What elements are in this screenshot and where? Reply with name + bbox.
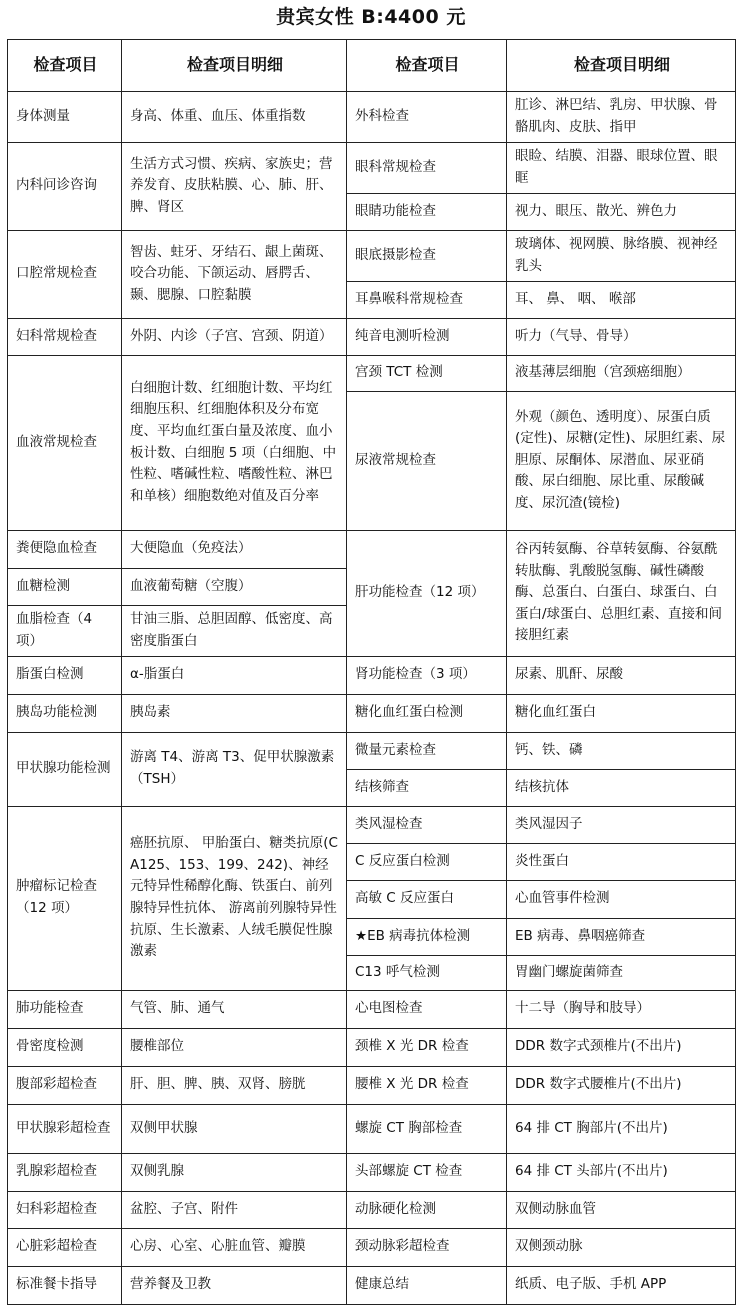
left-item-cell-text: 乳腺彩超检查 xyxy=(16,1163,97,1180)
right-item-cell xyxy=(346,230,506,281)
right-detail-cell xyxy=(506,769,735,806)
header-cell xyxy=(506,39,735,91)
right-item-cell-text: ★EB 病毒抗体检测 xyxy=(355,927,471,944)
left-detail-cell xyxy=(121,530,346,568)
left-item-cell-text: 腹部彩超检查 xyxy=(16,1076,97,1093)
left-item-cell-text: 心脏彩超检查 xyxy=(16,1238,97,1255)
left-item-cell-text: 甲状腺彩超检查 xyxy=(16,1119,111,1136)
left-detail-cell-text: 游离 T4、游离 T3、促甲状腺激素（TSH） xyxy=(130,749,335,787)
right-item-cell-text: 眼底摄影检查 xyxy=(355,246,436,263)
right-detail-cell-text: 胃幽门螺旋菌筛查 xyxy=(515,963,623,980)
table-hline xyxy=(346,281,736,282)
table-hline xyxy=(7,91,346,92)
right-item-cell xyxy=(346,656,506,694)
left-detail-cell xyxy=(121,605,346,656)
table-hline xyxy=(7,605,346,606)
table-hline xyxy=(7,1266,346,1267)
left-item-cell-text: 血糖检测 xyxy=(16,577,70,594)
right-detail-cell xyxy=(506,880,735,918)
table-hline xyxy=(346,955,736,956)
right-item-cell xyxy=(346,355,506,391)
left-item-cell-text: 粪便隐血检查 xyxy=(16,540,97,557)
right-item-cell xyxy=(346,694,506,732)
table-hline xyxy=(7,990,346,991)
header-cell-text: 检查项目 xyxy=(33,55,98,75)
right-detail-cell-text: 肛诊、淋巴结、乳房、甲状腺、骨骼肌肉、皮肤、指甲 xyxy=(515,96,718,135)
left-detail-cell-text: 癌胚抗原、 甲胎蛋白、糖类抗原(CA125、153、199、242)、神经元特异性稀醇化酶、铁蛋白、前列腺特异性抗体、 游离前列腺特异性抗原、生长激素、人绒毛膜促性腺激素 xyxy=(130,835,338,960)
right-item-cell-text: 结核筛查 xyxy=(355,778,409,795)
table-hline xyxy=(7,732,346,733)
right-item-cell-text: 动脉硬化检测 xyxy=(355,1200,436,1217)
table-hline xyxy=(7,1228,346,1229)
left-detail-cell xyxy=(121,990,346,1028)
table-hline xyxy=(7,530,346,531)
left-detail-cell xyxy=(121,355,346,530)
right-detail-cell-text: 玻璃体、视网膜、脉络膜、视神经乳头 xyxy=(515,235,718,274)
left-detail-cell-text: 肝、胆、脾、胰、双肾、膀胱 xyxy=(130,1076,306,1093)
left-item-cell xyxy=(7,1153,121,1191)
left-detail-cell xyxy=(121,568,346,605)
right-item-cell xyxy=(346,1191,506,1228)
left-detail-cell-text: α-脂蛋白 xyxy=(130,666,185,683)
right-detail-cell-text: 结核抗体 xyxy=(515,778,569,795)
right-detail-cell xyxy=(506,530,735,656)
right-detail-cell xyxy=(506,355,735,391)
left-detail-cell-text: 大便隐血（免疫法） xyxy=(130,540,252,557)
right-detail-cell-text: 液基薄层细胞（宫颈癌细胞） xyxy=(515,364,691,381)
left-item-cell xyxy=(7,656,121,694)
right-item-cell xyxy=(346,955,506,990)
right-item-cell-text: 心电图检查 xyxy=(355,1000,423,1017)
table-hline xyxy=(7,1153,346,1154)
left-item-cell xyxy=(7,1191,121,1228)
table-hline xyxy=(346,843,736,844)
table-hline xyxy=(346,91,736,92)
right-detail-cell xyxy=(506,843,735,880)
left-detail-cell-text: 双侧乳腺 xyxy=(130,1163,184,1180)
right-detail-cell xyxy=(506,656,735,694)
header-cell xyxy=(346,39,506,91)
right-detail-cell-text: 外观（颜色、透明度）、尿蛋白质(定性)、尿糖(定性)、尿胆红素、尿胆原、尿酮体、尿潜血、尿亚硝酸、尿白细胞、尿比重、尿酸碱度、尿沉渣(镜检) xyxy=(515,408,726,511)
left-detail-cell-text: 白细胞计数、红细胞计数、平均红细胞压积、红细胞体积及分布宽度、平均血红蛋白量及浓度、血小板计数、白细胞 5 项（白细胞、中性粒、嗜碱性粒、嗜酸性粒、淋巴和单核）细胞数绝对值及百分率 xyxy=(130,379,337,504)
right-detail-cell-text: 眼睑、结膜、泪器、眼球位置、眼眶 xyxy=(515,147,718,186)
right-detail-cell-text: 纸质、电子版、手机 APP xyxy=(515,1276,667,1293)
right-detail-cell-text: DDR 数字式腰椎片(不出片) xyxy=(515,1076,682,1093)
left-item-cell-text: 胰岛功能检测 xyxy=(16,704,97,721)
right-detail-cell xyxy=(506,91,735,142)
right-detail-cell-text: 64 排 CT 头部片(不出片) xyxy=(515,1163,668,1180)
page-title: 贵宾女性 B:4400 元 xyxy=(276,6,466,28)
right-item-cell-text: C13 呼气检测 xyxy=(355,963,440,980)
table-hline xyxy=(346,656,736,657)
right-item-cell-text: 宫颈 TCT 检测 xyxy=(355,364,443,381)
right-item-cell xyxy=(346,1104,506,1153)
right-detail-cell xyxy=(506,955,735,990)
right-detail-cell xyxy=(506,281,735,318)
left-item-cell xyxy=(7,318,121,355)
left-detail-cell-text: 盆腔、子宫、附件 xyxy=(130,1200,238,1217)
right-item-cell-text: 糖化血红蛋白检测 xyxy=(355,704,463,721)
header-cell-text: 检查项目 xyxy=(395,55,460,75)
table-hline xyxy=(346,391,736,392)
right-detail-cell xyxy=(506,990,735,1028)
table-hline xyxy=(7,1304,346,1305)
right-item-cell xyxy=(346,391,506,530)
right-item-cell xyxy=(346,91,506,142)
right-item-cell xyxy=(346,1028,506,1066)
table-hline xyxy=(346,1304,736,1305)
right-item-cell-text: 颈椎 X 光 DR 检查 xyxy=(355,1038,469,1055)
table-hline xyxy=(346,694,736,695)
right-detail-cell-text: 耳、 鼻、 咽、 喉部 xyxy=(515,290,636,307)
right-detail-cell-text: 炎性蛋白 xyxy=(515,852,569,869)
left-item-cell-text: 身体测量 xyxy=(16,107,70,124)
right-detail-cell-text: 糖化血红蛋白 xyxy=(515,704,596,721)
table-vline xyxy=(121,39,122,1304)
left-item-cell xyxy=(7,568,121,605)
right-item-cell xyxy=(346,318,506,355)
right-detail-cell-text: DDR 数字式颈椎片(不出片) xyxy=(515,1038,682,1055)
left-detail-cell xyxy=(121,1028,346,1066)
left-detail-cell xyxy=(121,91,346,142)
left-item-cell xyxy=(7,91,121,142)
left-item-cell xyxy=(7,142,121,230)
right-detail-cell-text: 谷丙转氨酶、谷草转氨酶、谷氨酰转肽酶、乳酸脱氢酶、碱性磷酸酶、总蛋白、白蛋白、球蛋白、白蛋白/球蛋白、总胆红素、直接和间接胆红素 xyxy=(515,541,723,644)
right-detail-cell-text: 十二导（胸导和肢导） xyxy=(515,1000,650,1017)
table-hline xyxy=(7,1104,346,1105)
left-detail-cell xyxy=(121,806,346,990)
right-item-cell xyxy=(346,880,506,918)
left-item-cell-text: 肿瘤标记检查（12 项） xyxy=(16,878,97,916)
header-cell xyxy=(7,39,121,91)
right-item-cell-text: 高敏 C 反应蛋白 xyxy=(355,890,455,907)
left-item-cell xyxy=(7,530,121,568)
left-detail-cell-text: 外阴、内诊（子宫、宫颈、阴道） xyxy=(130,327,333,344)
right-item-cell-text: 微量元素检查 xyxy=(355,741,436,758)
right-detail-cell xyxy=(506,694,735,732)
left-detail-cell xyxy=(121,142,346,230)
right-item-cell-text: 眼睛功能检查 xyxy=(355,202,436,219)
right-item-cell xyxy=(346,281,506,318)
header-cell-text: 检查项目明细 xyxy=(186,55,283,75)
table-hline xyxy=(346,1028,736,1029)
left-item-cell-text: 骨密度检测 xyxy=(16,1038,84,1055)
table-hline xyxy=(346,918,736,919)
right-item-cell-text: 腰椎 X 光 DR 检查 xyxy=(355,1076,469,1093)
table-vline xyxy=(506,39,507,1304)
left-detail-cell xyxy=(121,1266,346,1304)
right-detail-cell-text: 双侧颈动脉 xyxy=(515,1238,583,1255)
header-cell-text: 检查项目明细 xyxy=(573,55,670,75)
right-item-cell-text: 耳鼻喉科常规检查 xyxy=(355,290,463,307)
table-hline xyxy=(346,990,736,991)
left-item-cell xyxy=(7,230,121,318)
right-detail-cell xyxy=(506,732,735,769)
table-vline xyxy=(7,39,8,1304)
table-hline xyxy=(7,694,346,695)
table-vline xyxy=(346,39,347,1304)
table-hline xyxy=(346,1104,736,1105)
right-detail-cell xyxy=(506,918,735,955)
right-detail-cell-text: EB 病毒、鼻咽癌筛查 xyxy=(515,927,646,944)
right-detail-cell-text: 视力、眼压、散光、辨色力 xyxy=(515,202,677,219)
left-detail-cell-text: 身高、体重、血压、体重指数 xyxy=(130,107,306,124)
table-hline xyxy=(7,1028,346,1029)
table-hline xyxy=(346,1066,736,1067)
left-detail-cell-text: 生活方式习惯、疾病、家族史；营养发育、皮肤粘膜、心、肺、肝、脾、肾区 xyxy=(130,155,333,215)
right-item-cell-text: 颈动脉彩超检查 xyxy=(355,1238,450,1255)
left-detail-cell xyxy=(121,656,346,694)
left-detail-cell-text: 腰椎部位 xyxy=(130,1038,184,1055)
table-hline xyxy=(346,769,736,770)
table-hline xyxy=(346,880,736,881)
right-detail-cell xyxy=(506,142,735,193)
left-item-cell-text: 内科问诊咨询 xyxy=(16,177,97,194)
left-item-cell xyxy=(7,1028,121,1066)
table-hline xyxy=(7,230,346,231)
right-detail-cell xyxy=(506,1266,735,1304)
table-hline xyxy=(7,806,346,807)
left-item-cell xyxy=(7,605,121,656)
right-detail-cell-text: 双侧动脉血管 xyxy=(515,1200,596,1217)
table-hline xyxy=(346,230,736,231)
right-detail-cell xyxy=(506,1104,735,1153)
right-detail-cell xyxy=(506,1191,735,1228)
table-hline xyxy=(7,1191,346,1192)
right-item-cell-text: 纯音电测听检测 xyxy=(355,327,450,344)
right-item-cell xyxy=(346,843,506,880)
left-item-cell-text: 口腔常规检查 xyxy=(16,265,97,282)
right-item-cell xyxy=(346,1266,506,1304)
right-detail-cell-text: 64 排 CT 胸部片(不出片) xyxy=(515,1119,668,1136)
table-hline xyxy=(346,530,736,531)
right-item-cell xyxy=(346,918,506,955)
table-hline xyxy=(7,656,346,657)
left-item-cell-text: 妇科常规检查 xyxy=(16,327,97,344)
right-detail-cell-text: 尿素、肌酐、尿酸 xyxy=(515,666,623,683)
right-detail-cell xyxy=(506,1066,735,1104)
right-item-cell-text: 螺旋 CT 胸部检查 xyxy=(355,1119,463,1136)
right-item-cell xyxy=(346,769,506,806)
table-hline xyxy=(346,318,736,319)
right-detail-cell-text: 心血管事件检测 xyxy=(515,890,610,907)
table-hline xyxy=(346,193,736,194)
right-item-cell-text: 健康总结 xyxy=(355,1276,409,1293)
right-item-cell-text: 眼科常规检查 xyxy=(355,158,436,175)
right-item-cell xyxy=(346,530,506,656)
left-item-cell xyxy=(7,1066,121,1104)
table-hline xyxy=(346,1228,736,1229)
right-item-cell-text: 肝功能检查（12 项） xyxy=(355,584,485,601)
left-detail-cell xyxy=(121,1104,346,1153)
left-item-cell xyxy=(7,1228,121,1266)
left-detail-cell xyxy=(121,1153,346,1191)
left-item-cell xyxy=(7,1266,121,1304)
right-item-cell xyxy=(346,1066,506,1104)
left-item-cell-text: 血液常规检查 xyxy=(16,433,97,450)
table-hline xyxy=(7,355,346,356)
right-item-cell-text: 尿液常规检查 xyxy=(355,451,436,468)
right-detail-cell xyxy=(506,230,735,281)
right-item-cell xyxy=(346,732,506,769)
right-detail-cell xyxy=(506,318,735,355)
left-detail-cell xyxy=(121,1066,346,1104)
right-item-cell xyxy=(346,1228,506,1266)
left-detail-cell xyxy=(121,318,346,355)
left-item-cell xyxy=(7,806,121,990)
left-item-cell xyxy=(7,355,121,530)
left-detail-cell xyxy=(121,732,346,806)
table-hline xyxy=(346,732,736,733)
left-item-cell xyxy=(7,694,121,732)
right-item-cell xyxy=(346,1153,506,1191)
table-hline xyxy=(346,355,736,356)
table-hline xyxy=(7,318,346,319)
table-hline xyxy=(346,142,736,143)
left-item-cell-text: 甲状腺功能检测 xyxy=(16,760,111,777)
right-item-cell xyxy=(346,806,506,843)
right-item-cell-text: 类风湿检查 xyxy=(355,815,423,832)
right-detail-cell xyxy=(506,806,735,843)
left-detail-cell-text: 血液葡萄糖（空腹） xyxy=(130,577,252,594)
table-vline xyxy=(735,39,736,1304)
left-item-cell-text: 血脂检查（4 项） xyxy=(16,610,93,649)
right-detail-cell xyxy=(506,1228,735,1266)
right-detail-cell xyxy=(506,193,735,230)
table-hline xyxy=(346,1191,736,1192)
right-detail-cell xyxy=(506,1153,735,1191)
left-detail-cell xyxy=(121,1228,346,1266)
table-hline xyxy=(346,1153,736,1154)
left-item-cell-text: 标准餐卡指导 xyxy=(16,1276,97,1293)
table-hline xyxy=(7,39,736,40)
right-detail-cell-text: 类风湿因子 xyxy=(515,815,583,832)
left-detail-cell xyxy=(121,230,346,318)
right-detail-cell-text: 听力（气导、骨导） xyxy=(515,327,637,344)
left-item-cell xyxy=(7,1104,121,1153)
table-hline xyxy=(7,1066,346,1067)
table-hline xyxy=(346,1266,736,1267)
left-item-cell xyxy=(7,990,121,1028)
left-detail-cell-text: 营养餐及卫教 xyxy=(130,1276,211,1293)
right-item-cell xyxy=(346,142,506,193)
left-item-cell-text: 妇科彩超检查 xyxy=(16,1200,97,1217)
header-cell xyxy=(121,39,346,91)
table-hline xyxy=(346,806,736,807)
table-hline xyxy=(7,142,346,143)
left-item-cell-text: 脂蛋白检测 xyxy=(16,666,84,683)
left-detail-cell-text: 气管、肺、通气 xyxy=(130,1000,225,1017)
left-detail-cell-text: 双侧甲状腺 xyxy=(130,1119,198,1136)
left-item-cell-text: 肺功能检查 xyxy=(16,1000,84,1017)
right-detail-cell xyxy=(506,391,735,530)
left-detail-cell-text: 胰岛素 xyxy=(130,704,171,721)
left-detail-cell xyxy=(121,694,346,732)
right-item-cell xyxy=(346,193,506,230)
right-item-cell-text: 外科检查 xyxy=(355,107,409,124)
right-item-cell-text: 肾功能检查（3 项） xyxy=(355,666,476,683)
left-detail-cell xyxy=(121,1191,346,1228)
table-hline xyxy=(7,568,346,569)
left-detail-cell-text: 心房、心室、心脏血管、瓣膜 xyxy=(130,1238,306,1255)
left-detail-cell-text: 甘油三脂、总胆固醇、低密度、高密度脂蛋白 xyxy=(130,610,333,649)
right-detail-cell xyxy=(506,1028,735,1066)
right-detail-cell-text: 钙、铁、磷 xyxy=(515,741,583,758)
left-detail-cell-text: 智齿、蛀牙、牙结石、龈上菌斑、咬合功能、下颌运动、唇腭舌、颞、腮腺、口腔黏膜 xyxy=(130,243,333,303)
left-item-cell xyxy=(7,732,121,806)
right-item-cell xyxy=(346,990,506,1028)
right-item-cell-text: 头部螺旋 CT 检查 xyxy=(355,1163,463,1180)
right-item-cell-text: C 反应蛋白检测 xyxy=(355,852,450,869)
